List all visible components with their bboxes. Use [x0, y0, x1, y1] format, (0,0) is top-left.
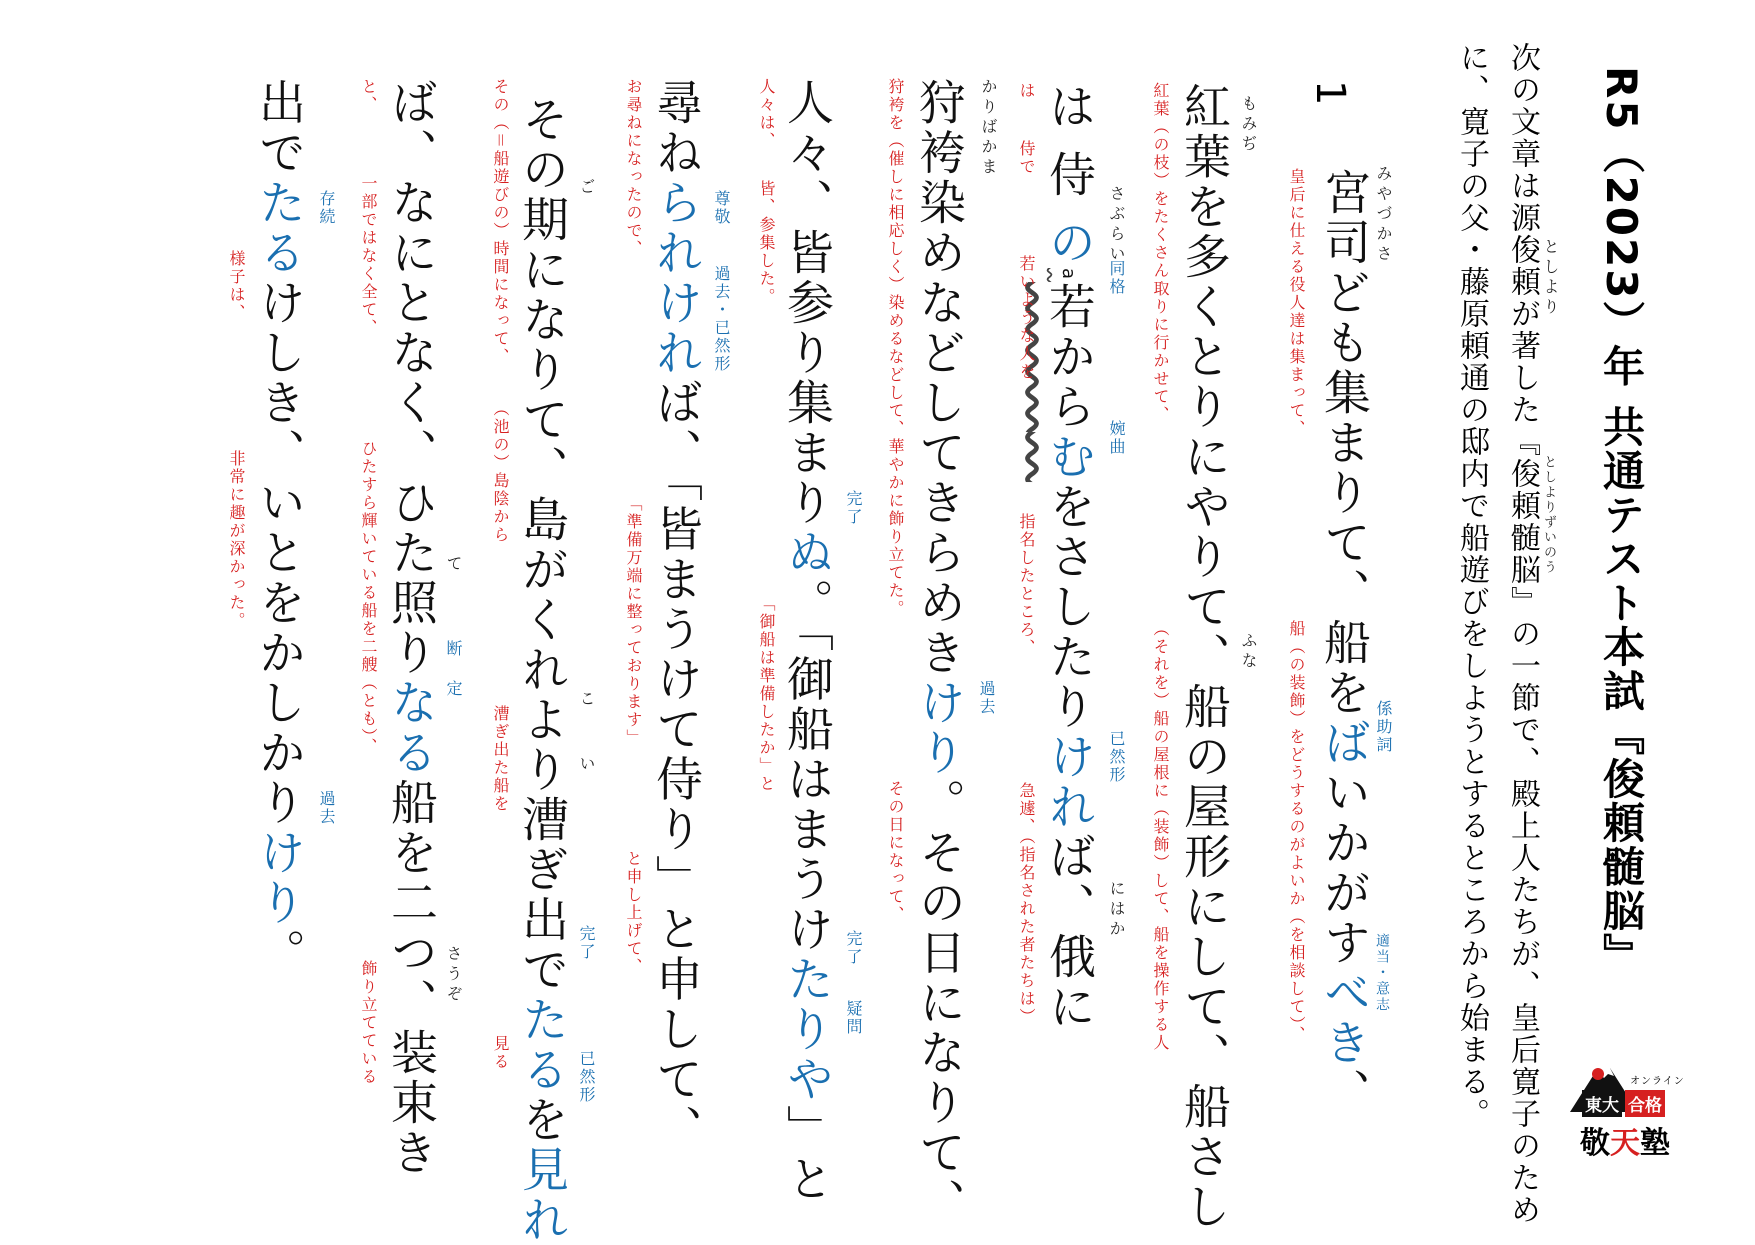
line-5-label-gimon: 疑問: [844, 1000, 863, 1036]
line-7-gloss-c: 漕ぎ出た船を: [491, 705, 510, 813]
ruby-sauzo: さうぞ: [444, 945, 463, 1005]
line-4-gloss-a: 狩袴を（催しに相応しく）染めるなどして、華やかに飾り立てた。: [886, 78, 905, 618]
line-3: [1041, 82, 1096, 1032]
line-5-tariya: たりや: [779, 954, 834, 1105]
line-7-gloss-b: （池の）島陰から: [491, 400, 510, 544]
logo-top-row: [1582, 1090, 1665, 1117]
line-6-text-b: ば、「皆まうけて侍り」と申して、: [648, 378, 703, 1155]
line-9-keri: けり: [251, 828, 306, 928]
intro-ruby-zuinou: としよりずいのう: [1541, 455, 1556, 575]
line-8: [383, 78, 438, 1178]
line-2-gloss-a: 紅葉（の枝）をたくさん取りに行かせて、: [1151, 82, 1170, 424]
line-7-mire: 見れ: [514, 1145, 569, 1245]
intro-ruby-toshiyori: としより: [1541, 238, 1560, 318]
line-6-label-kako-izen: 過去・已然形: [712, 265, 731, 373]
line-4-gloss-b: その日になって、: [886, 780, 905, 924]
line-1-gloss-b: 船（の装飾）をどうするのがよいか（を相談して）、: [1287, 620, 1306, 1044]
line-4-label-kako: 過去: [977, 680, 996, 716]
ruby-miyazukasa: みやづかさ: [1374, 165, 1393, 265]
page-title: R5（2023）年 共通テスト本試『俊頼髄脳』: [1597, 66, 1646, 978]
line-5-label-kanryou: 完了: [844, 490, 863, 526]
logo-juku: 塾: [1640, 1126, 1670, 1161]
line-7-text-a: その期になりて、島がくれより漕ぎ出で: [514, 95, 569, 995]
line-6-gloss-a: お尋ねになったので、: [624, 78, 643, 258]
logo: [1568, 1060, 1698, 1170]
line-9-label-sonzoku: 存続: [317, 190, 336, 226]
line-3-no: の: [1041, 217, 1096, 268]
line-3-label-izen: 已然形: [1107, 730, 1126, 784]
line-3-ha: は: [1041, 82, 1096, 132]
line-8-label-tei: 定: [444, 680, 463, 698]
line-8-text-b: 船を二つ、装束き: [383, 778, 438, 1178]
line-8-naru: なる: [383, 678, 438, 778]
line-9-text-b: けしき、いとをかしかり: [251, 278, 306, 828]
line-8-gloss-a: と、: [359, 78, 378, 114]
ruby-go: ご: [577, 178, 596, 198]
line-9-label-kako: 過去: [317, 790, 336, 826]
line-2-gloss-b: （それを）船の屋根に（装飾）して、船を操作する人: [1151, 620, 1170, 1052]
line-1-beki: べき: [1316, 968, 1371, 1068]
line-3-gloss-c: 若いような人を: [1017, 255, 1036, 381]
line-8-label-dan: 断: [444, 640, 463, 658]
line-3-wakakara: [1041, 268, 1096, 482]
line-1-label-tekitou: 適当・意志: [1374, 933, 1390, 1013]
line-1-ba: ば: [1316, 718, 1371, 768]
line-7-text-b: を: [514, 1095, 569, 1145]
line-3-gloss-d: 指名したところ、: [1017, 513, 1036, 657]
logo-small-text: オンライン: [1630, 1076, 1685, 1087]
line-1-text-b: いかがす: [1316, 768, 1371, 968]
line-7-label-kanryou: 完了: [577, 925, 596, 961]
ruby-saburai: さぶらい: [1107, 185, 1126, 265]
ruby-i: い: [577, 755, 596, 775]
line-4-text-a: 狩袴染めなどしてきらめき: [911, 78, 966, 678]
line-8-gloss-c: ひたすら輝いている船を二艘（とも）、: [359, 440, 378, 756]
logo-kei: 敬: [1580, 1126, 1610, 1161]
line-3-text-b: をさしたり: [1041, 481, 1096, 732]
line-7-gloss-d: 見る: [491, 1035, 510, 1071]
line-3-text-c: ば、俄に: [1041, 831, 1096, 1032]
line-2: 紅葉を多くとりにやりて、船の屋形にして、船さし: [1176, 82, 1231, 1232]
line-3-mu: む: [1041, 431, 1096, 482]
line-6-kere: けれ: [648, 278, 703, 378]
line-5-text-c: 」と: [779, 1104, 834, 1205]
line-4-text-b: 。その日になりて、: [911, 778, 966, 1228]
line-5-nu: ぬ: [779, 528, 834, 578]
line-1-text-c: 、: [1316, 1068, 1371, 1118]
line-4-keri: けり: [911, 678, 966, 778]
line-9-gloss-b: 非常に趣が深かった。: [227, 450, 246, 630]
line-3-gloss-b: 侍で: [1017, 140, 1036, 176]
ruby-niwaka: にはか: [1107, 880, 1126, 940]
line-5-text-b: 。「御船はまうけ: [779, 578, 834, 955]
line-9: [251, 78, 306, 978]
line-5: [779, 78, 834, 1205]
line-5-gloss-c: 「御船は準備したか」と: [757, 595, 776, 793]
line-6: [648, 78, 703, 1155]
line-4: [911, 78, 966, 1228]
line-5-text-a: 人々、皆参り集まり: [779, 78, 834, 528]
line-8-gloss-b: 一部ではなく全て、: [359, 175, 378, 337]
line-6-gloss-b: 「準備万端に整っております」: [624, 495, 643, 747]
line-3-samurai: 侍: [1041, 149, 1096, 200]
intro-line-2: に、寛子の父・藤原頼通の邸内で船遊びをしようとするところから始まる。: [1454, 42, 1489, 1130]
line-1-gloss-a: 皇后に仕える役人達は集まって、: [1287, 168, 1306, 438]
line-1-label-kakari: 係助詞: [1374, 700, 1393, 754]
line-8-gloss-d: 飾り立てている: [359, 960, 378, 1086]
logo-goukaku: 合格: [1625, 1090, 1665, 1117]
line-7-gloss-a: その（＝船遊びの）時間になって、: [491, 78, 510, 367]
line-6-rare: られ: [648, 178, 703, 278]
line-5-gloss-a: 人々は、: [757, 78, 776, 150]
line-8-text-a: ば、なにとなく、ひた照り: [383, 78, 438, 678]
line-3-label-doukaku: 同格: [1107, 260, 1126, 296]
ruby-karibakama: かりばかま: [979, 78, 998, 178]
line-7: [514, 95, 569, 1245]
ruby-funa: ふな: [1239, 632, 1258, 672]
line-9-taru: たる: [251, 178, 306, 278]
intro-line-1: 次の文章は源俊頼が著した『俊頼髄脳』の一節で、殿上人たちが、皇后寛子のため: [1505, 42, 1540, 1226]
line-6-gloss-c: と申し上げて、: [624, 850, 643, 976]
passage-number: 1: [1307, 80, 1353, 106]
ruby-momiji: もみぢ: [1239, 95, 1258, 155]
line-1: [1316, 168, 1371, 1118]
logo-bottom-row: [1580, 1118, 1670, 1162]
line-9-text-c: 。: [251, 928, 306, 978]
line-3-kere: けれ: [1041, 731, 1096, 832]
line-9-text-a: 出で: [251, 78, 306, 178]
logo-ten: 天: [1610, 1126, 1640, 1161]
line-3-wakakara-text: 若から: [1041, 281, 1096, 432]
ruby-te: て: [444, 555, 463, 575]
line-5-gloss-b: 皆、参集した。: [757, 180, 776, 306]
line-3-gloss-e: 急遽、（指名された者たちは）: [1017, 782, 1036, 1026]
line-3-gloss-a: は: [1017, 82, 1036, 100]
ruby-ko: こ: [577, 690, 596, 710]
line-7-label-izen: 已然形: [577, 1050, 596, 1104]
line-9-gloss-a: 様子は、: [227, 250, 246, 322]
marker-a: a: [1058, 267, 1079, 282]
line-6-label-sonkei: 尊敬: [712, 190, 731, 226]
line-7-taru: たる: [514, 995, 569, 1095]
line-3-label-enkyoku: 婉曲: [1107, 420, 1126, 456]
logo-todai: 東大: [1582, 1090, 1622, 1117]
line-6-text-a: 尋ね: [648, 78, 703, 178]
line-1-text-a: 宮司ども集まりて、船を: [1316, 168, 1371, 718]
line-5-label-kanryou-2: 完了: [844, 930, 863, 966]
